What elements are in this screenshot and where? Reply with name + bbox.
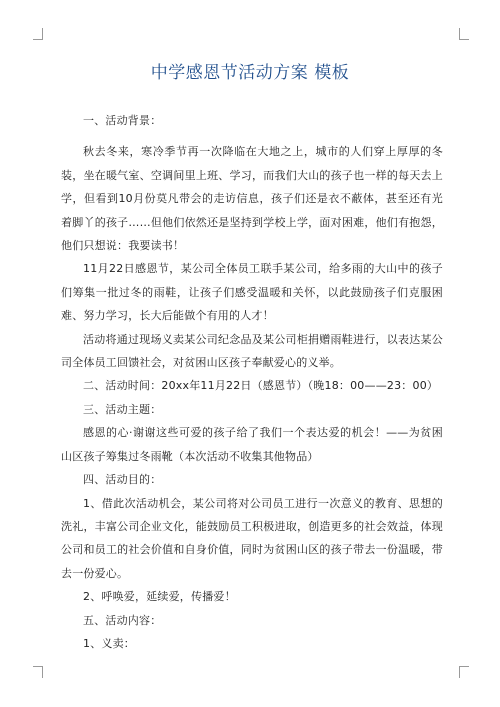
paragraph: 四、活动目的： <box>83 473 162 487</box>
paragraph: 活动将通过现场义卖某公司纪念品及某公司柜捐赠雨鞋进行，以表达某公司全体员工回馈社会，对贫困山区孩子奉献爱心的义举。 <box>61 332 443 370</box>
document-body <box>61 109 443 655</box>
crop-mark-top-left <box>33 28 43 40</box>
paragraph: 二、活动时间：20xx年11月22日（感恩节）（晚18：00——23：00） <box>83 379 439 393</box>
crop-mark-bottom-right <box>459 666 469 678</box>
paragraph: 三、活动主题： <box>83 402 162 416</box>
paragraph: 1、义卖： <box>83 636 135 650</box>
paragraph: 11月22日感恩节，某公司全体员工联手某公司，给多雨的大山中的孩子们筹集一批过冬的雨鞋，让孩子们感受温暖和关怀，以此鼓励孩子们克服困难、努力学习，长大后能做个有用的人才！ <box>61 262 443 323</box>
paragraph: 1、借此次活动机会，某公司将对公司员工进行一次意义的教育、思想的洗礼，丰富公司企业文化，能鼓励员工积极进取，创造更多的社会效益，体现公司和员工的社会价值和自身价值，同时为贫困山区的孩子带去一份温暖，带去一份爱心。 <box>61 496 443 580</box>
paragraph: 感恩的心·谢谢这些可爱的孩子给了我们一个表达爱的机会！——为贫困山区孩子筹集过冬雨靴（本次活动不收集其他物品） <box>61 426 443 463</box>
paragraph: 一、活动背景： <box>83 114 162 127</box>
paragraph: 秋去冬来，寒冷季节再一次降临在大地之上，城市的人们穿上厚厚的冬装，坐在暖气室、空调间里上班、学习，而我们大山的孩子也一样的每天去上学，但看到10月份莫凡带会的走访信息，孩子们还是衣不蔽体，甚至还有光着脚丫的孩子……但他们依然还是坚持到学校上学，面对困难，他们有抱怨，他们只想说：我要读书！ <box>61 145 443 253</box>
paragraph: 五、活动内容： <box>83 613 162 627</box>
crop-mark-top-right <box>459 28 469 40</box>
paragraph: 2、呼唤爱，延续爱，传播爱！ <box>83 590 236 604</box>
document-title: 中学感恩节活动方案 模板 <box>150 63 350 83</box>
crop-mark-bottom-left <box>33 666 43 678</box>
